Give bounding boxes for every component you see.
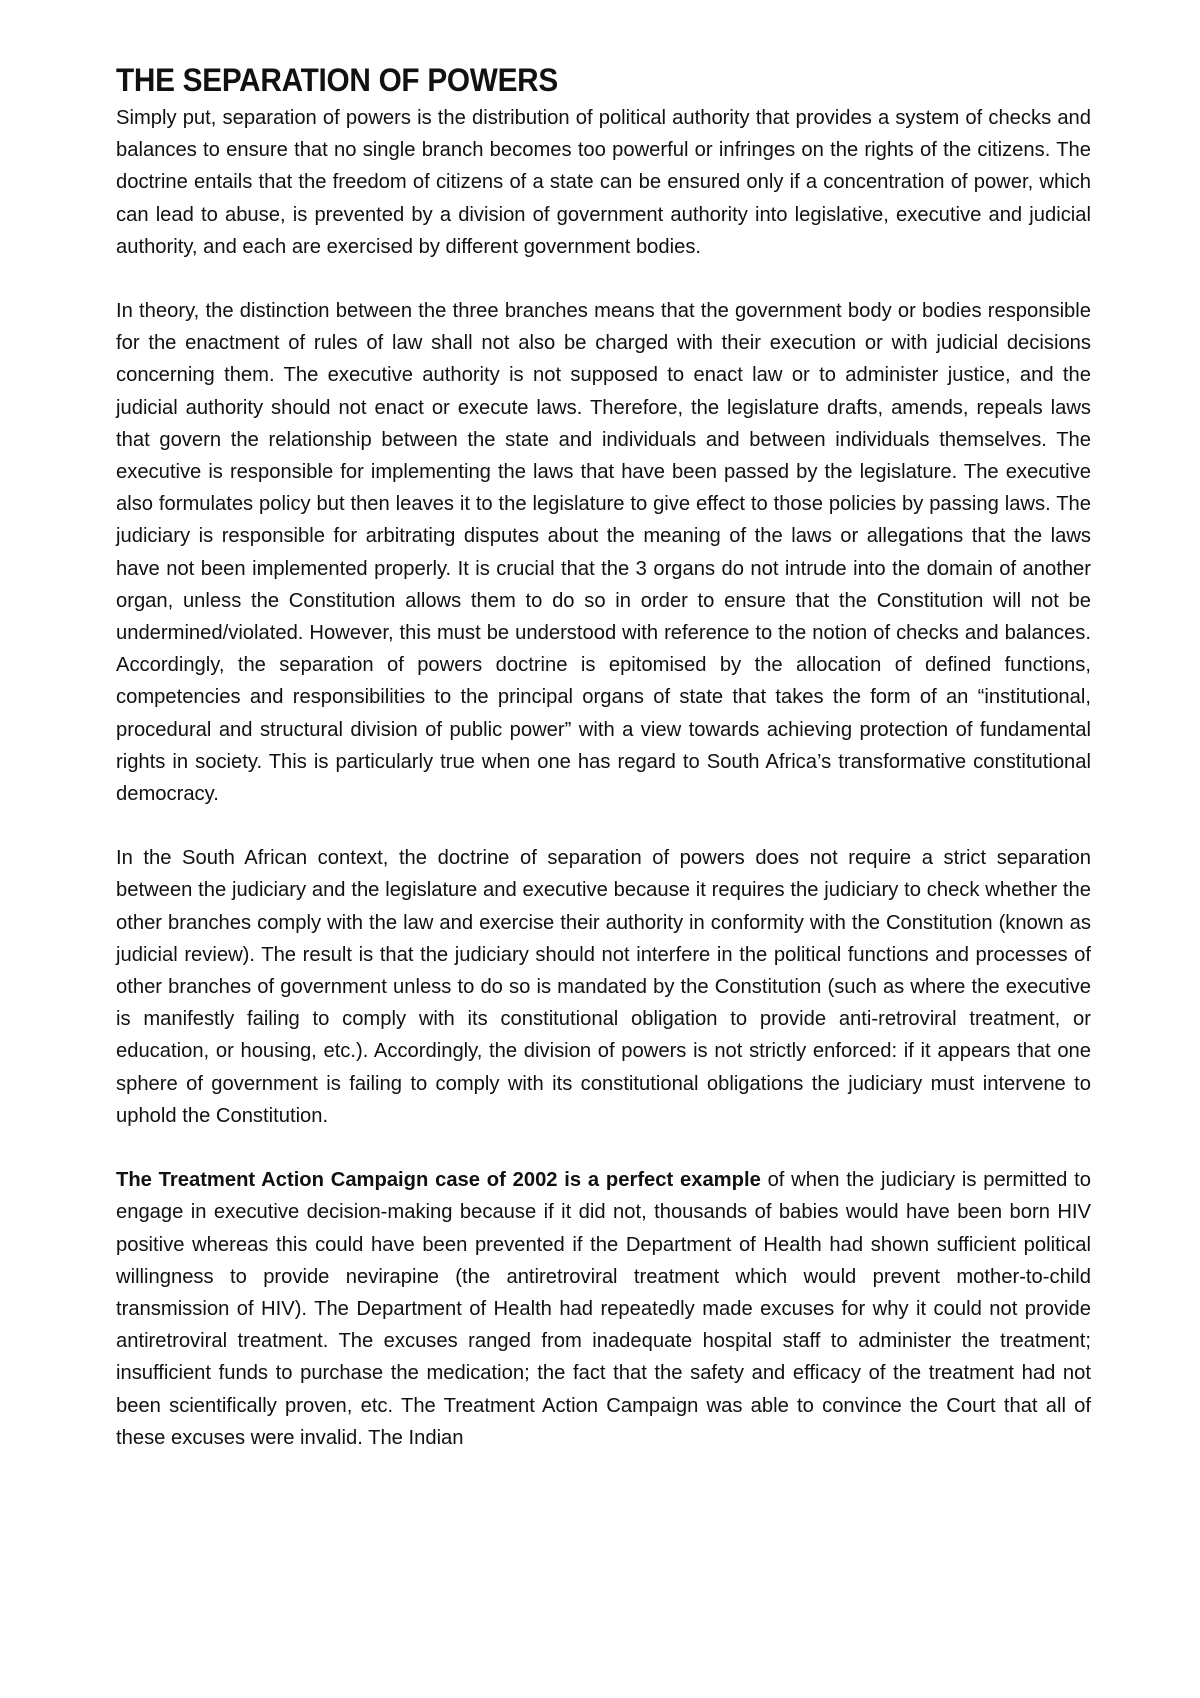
document-page <box>116 62 1091 1486</box>
tac-case-bold-lead: The Treatment Action Campaign case of 2002 is a perfect example <box>116 1169 761 1192</box>
tac-case-text: of when the judiciary is permitted to engage in executive decision-making because if it did not, thousands of babies would have been born HIV positive whereas this could have been prevented if the Department of Health had shown sufficient political willingness to provide nevirapine (the antiretroviral treatment which would prevent mother-to-child transmission of HIV). The Department of Health had repeatedly made excuses for why it could not provide antiretroviral treatment. The excuses ranged from inadequate hospital staff to administer the treatment; insufficient funds to purchase the medication; the fact that the safety and efficacy of the treatment had not been scientifically proven, etc. The Treatment Action Campaign was able to convince the Court that all of these excuses were invalid. The Indian <box>116 1169 1091 1449</box>
paragraph-definition: Simply put, separation of powers is the distribution of political authority that provides a system of checks and balances to ensure that no single branch becomes too powerful or infringes on the rights of the citizens. The doctrine entails that the freedom of citizens of a state can be ensured only if a concentration of power, which can lead to abuse, is prevented by a division of government authority into legislative, executive and judicial authority, and each are exercised by different government bodies. <box>116 107 1091 258</box>
paragraph-tac-case <box>116 1164 1091 1454</box>
document-title: THE SEPARATION OF POWERS <box>116 62 558 98</box>
paragraph-theory: In theory, the distinction between the three branches means that the government body or bodies responsible for the enactment of rules of law shall not also be charged with their execution or with judicial decisions concerning them. The executive authority is not supposed to enact law or to administer justice, and the judicial authority should not enact or execute laws. Therefore, the legislature drafts, amends, repeals laws that govern the relationship between the state and individuals and between individuals themselves. The executive is responsible for implementing the laws that have been passed by the legislature. The executive also formulates policy but then leaves it to the legislature to give effect to those policies by passing laws. The judiciary is responsible for arbitrating disputes about the meaning of the laws or allegations that the laws have not been implemented properly. It is crucial that the 3 organs do not intrude into the domain of another organ, unless the Constitution allows them to do so in order to ensure that the Constitution will not be undermined/violated. However, this must be understood with reference to the notion of checks and balances. Accordingly, the separation of powers doctrine is epitomised by the allocation of defined functions, competencies and responsibilities to the principal organs of state that takes the form of an “institutional, procedural and structural division of public power” with a view towards achieving protection of fundamental rights in society. This is particularly true when one has regard to South Africa’s transformative constitutional democracy. <box>116 300 1091 806</box>
paragraph-south-african-context: In the South African context, the doctrine of separation of powers does not require a strict separation between the judiciary and the legislature and executive because it requires the judiciary to check whether the other branches comply with the law and exercise their authority in conformity with the Constitution (known as judicial review). The result is that the judiciary should not interfere in the political functions and processes of other branches of government unless to do so is mandated by the Constitution (such as where the executive is manifestly failing to comply with its constitutional obligation to provide anti-retroviral treatment, or education, or housing, etc.). Accordingly, the division of powers is not strictly enforced: if it appears that one sphere of government is failing to comply with its constitutional obligations the judiciary must intervene to uphold the Constitution. <box>116 847 1091 1127</box>
